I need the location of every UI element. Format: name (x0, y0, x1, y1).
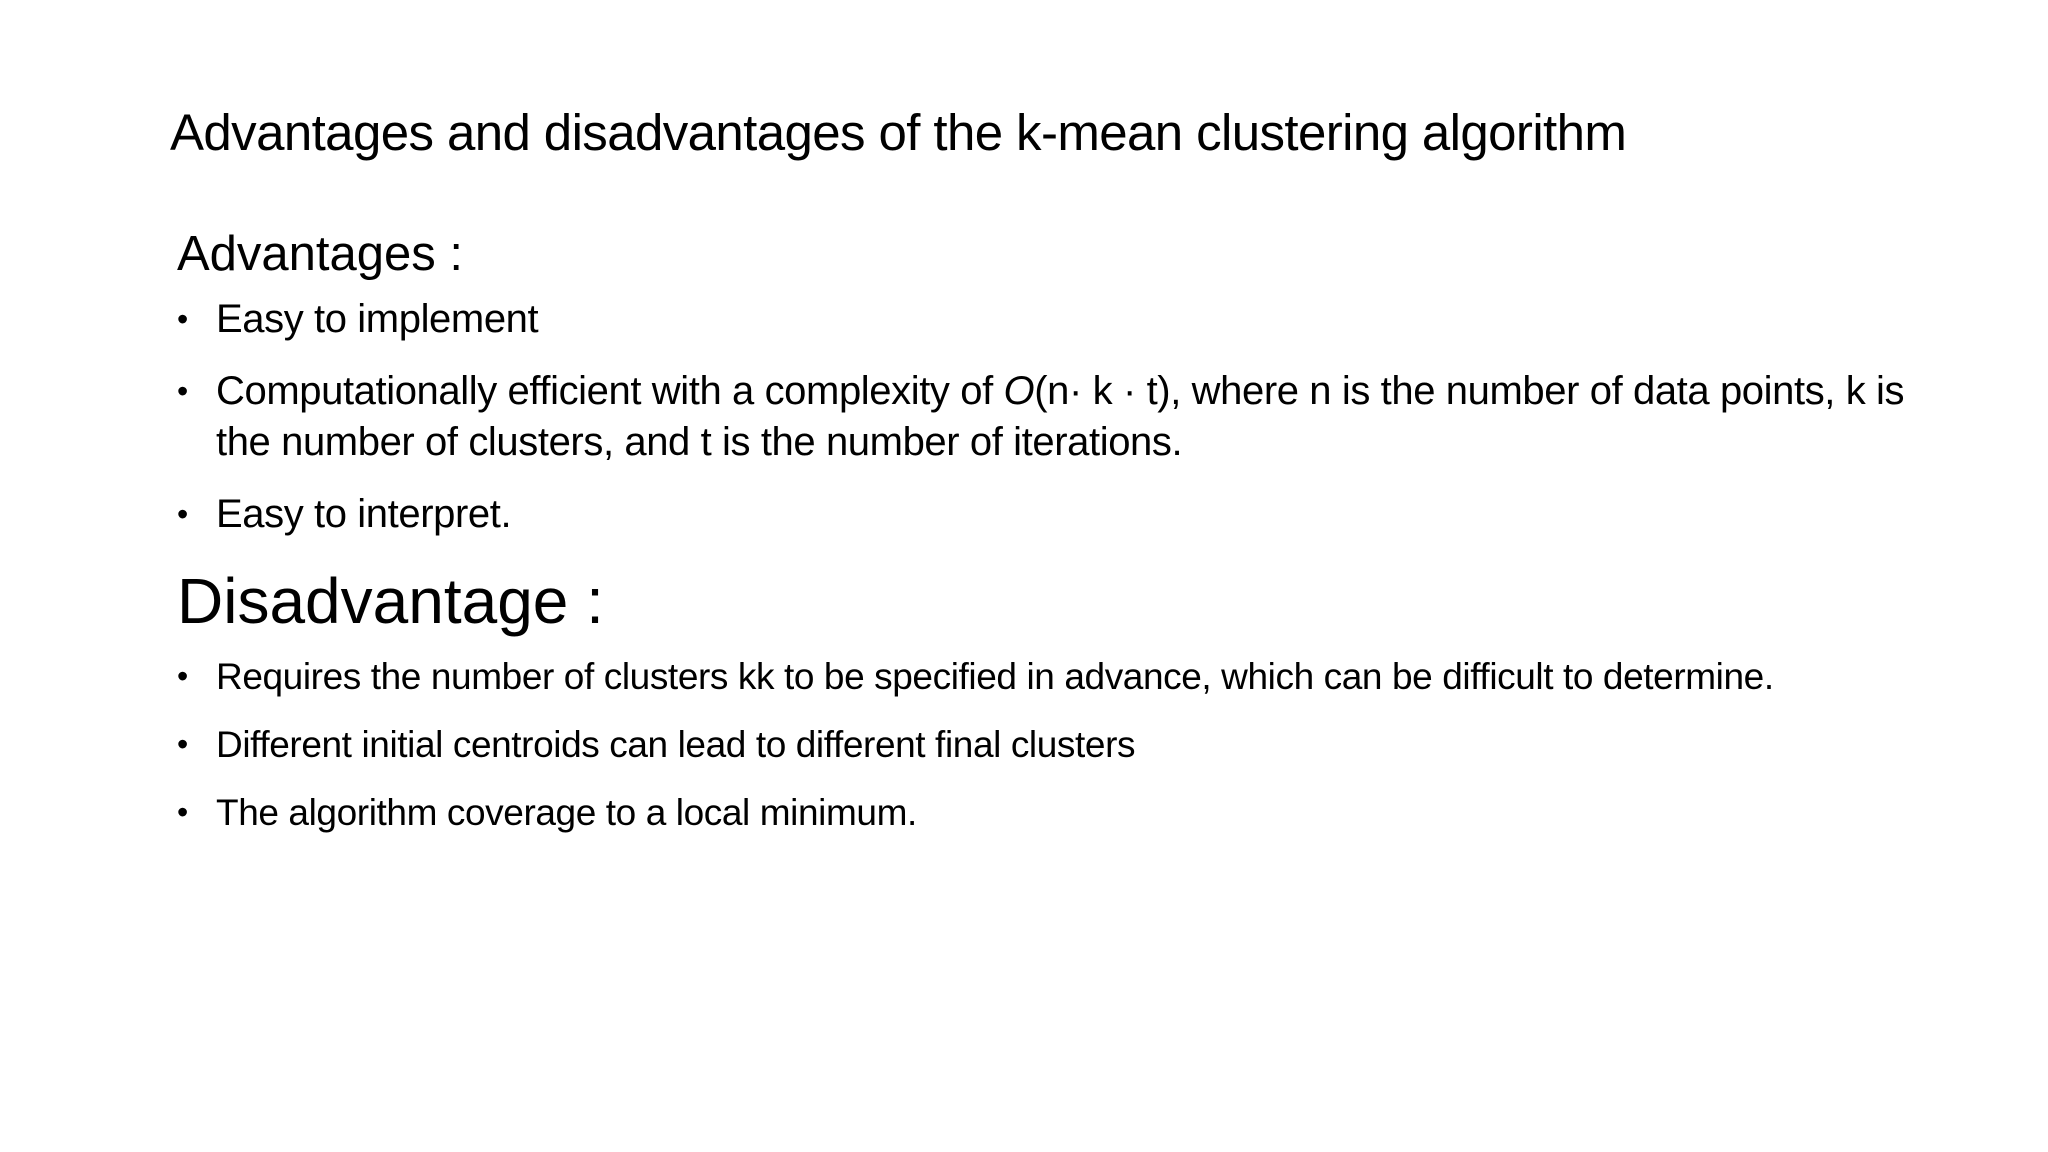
bullet-icon: • (177, 794, 188, 830)
bullet-icon: • (177, 726, 188, 762)
list-item (177, 789, 1917, 836)
list-item (177, 294, 1917, 345)
slide-title: Advantages and disadvantages of the k-mean clustering algorithm (170, 104, 1627, 161)
advantage-text: Easy to interpret. (216, 492, 512, 536)
bullet-icon: • (177, 373, 188, 409)
bullet-icon: • (177, 658, 188, 694)
advantage-text-post: (n· k · t), where n is the number of data points, k is the number of clusters, and t is the number of iterations. (216, 369, 1905, 464)
bullet-icon: • (177, 496, 188, 532)
disadvantage-text: Different initial centroids can lead to different final clusters (216, 724, 1136, 765)
slide-content (177, 222, 1917, 857)
advantage-text: Easy to implement (216, 297, 539, 341)
disadvantages-list (177, 653, 1917, 836)
disadvantage-text: The algorithm coverage to a local minimum. (216, 792, 917, 833)
list-item (177, 366, 1917, 468)
list-item (177, 721, 1917, 768)
big-o-symbol: O (1003, 369, 1035, 413)
disadvantage-text: Requires the number of clusters kk to be specified in advance, which can be difficult to determine. (216, 656, 1774, 697)
disadvantages-heading: Disadvantage : (177, 565, 604, 637)
advantages-heading: Advantages : (177, 227, 464, 281)
bullet-icon: • (177, 301, 188, 337)
advantage-text-pre: Computationally efficient with a complexity of (216, 369, 1004, 413)
list-item (177, 653, 1917, 700)
list-item (177, 489, 1917, 540)
advantages-list (177, 294, 1917, 540)
